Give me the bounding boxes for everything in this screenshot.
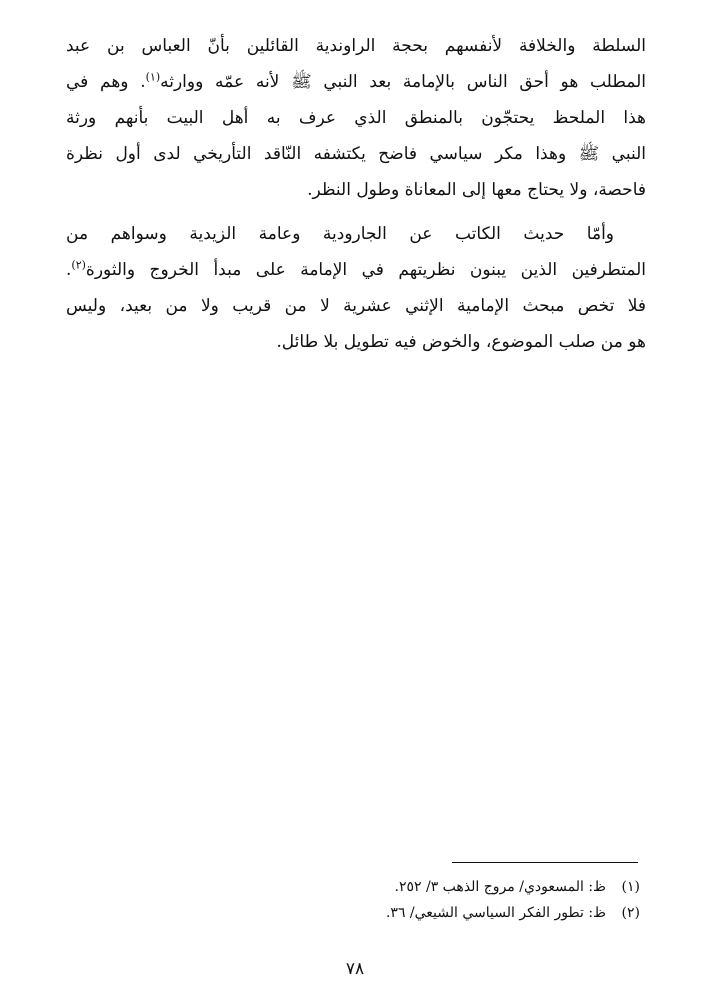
text-segment: . (66, 260, 72, 280)
footnote-reference[interactable]: (٢) (71, 258, 86, 272)
footnote-reference[interactable]: (١) (145, 70, 161, 84)
footnote-text: ظ: المسعودي/ مروج الذهب ٣/ ٢٥٢. (394, 879, 606, 895)
text-line: فلا تخص مبحث الإمامية الإثني عشرية لا من قريب ولا من بعيد، وليس (66, 296, 646, 316)
footnote-number: (٢) (621, 905, 640, 921)
text-line: فاحصة، ولا يحتاج معها إلى المعاناة وطول النظر. (307, 180, 646, 200)
text-line: هو من صلب الموضوع، والخوض فيه تطويل بلا طائل. (276, 332, 646, 352)
footnote-number: (١) (621, 879, 640, 895)
footnotes (300, 874, 640, 926)
paragraph (66, 216, 646, 360)
footnote (300, 874, 640, 900)
text-line: وأمّا حديث الكاتب عن الجارودية وعامة الزيدية وسواهم من (66, 224, 614, 244)
text-segment: المطلب هو أحق الناس بالإمامة بعد النبي ﷺ لأنه عمّه ووارثه (160, 72, 646, 92)
text-line: هذا الملحظ يحتجّون بالمنطق الذي عرف به أهل البيت بأنهم ورثة (66, 108, 646, 128)
footnote-separator (452, 862, 638, 863)
paragraph (66, 28, 646, 208)
text-line: النبي ﷺ وهذا مكر سياسي فاضح يكتشفه النّاقد التأريخي لدى أول نظرة (66, 144, 646, 164)
body-text (66, 28, 646, 360)
text-line (66, 252, 646, 288)
text-segment: المتطرفين الذين يبنون نظريتهم في الإمامة على مبدأ الخروج والثورة (85, 260, 646, 280)
footnote-text: ظ: تطور الفكر السياسي الشيعي/ ٣٦. (385, 905, 606, 921)
text-segment: . وهم في (66, 72, 146, 92)
page-number: ٧٨ (345, 959, 365, 979)
text-line (66, 64, 646, 100)
text-line: السلطة والخلافة لأنفسهم بحجة الراوندية القائلين بأنّ العباس بن عبد (66, 36, 646, 56)
footnote (300, 900, 640, 926)
